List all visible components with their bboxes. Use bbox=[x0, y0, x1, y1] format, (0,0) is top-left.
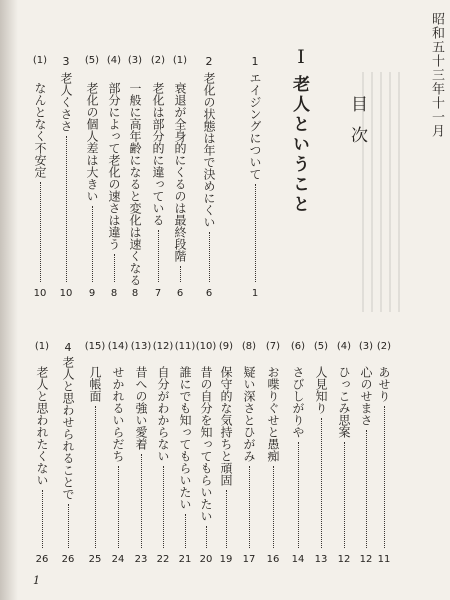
entry-number: (2) bbox=[150, 55, 166, 66]
entry-title: 老人と思われたくない bbox=[35, 366, 49, 486]
leader-dots bbox=[226, 490, 229, 548]
leader-dots bbox=[255, 184, 258, 282]
leader-dots bbox=[141, 454, 144, 548]
entry-title: 一般に高年齢になると変化は速くなる bbox=[128, 82, 142, 286]
leader-dots bbox=[185, 514, 188, 548]
leader-dots bbox=[249, 466, 252, 548]
leader-dots bbox=[384, 406, 387, 548]
leader-dots bbox=[273, 466, 276, 548]
entry-page-number: 26 bbox=[35, 554, 49, 565]
entry-page-number: 23 bbox=[134, 554, 148, 565]
entry-title: あせり bbox=[377, 366, 391, 402]
entry-number: 4 bbox=[64, 341, 72, 354]
entry-title: エイジングについて bbox=[248, 72, 262, 180]
entry-page-number: 10 bbox=[59, 288, 73, 299]
entry-number: (10) bbox=[195, 341, 217, 352]
leader-dots bbox=[344, 442, 347, 548]
entry-number: (3) bbox=[127, 55, 143, 66]
entry-number: (11) bbox=[174, 341, 196, 352]
entry-number: (9) bbox=[218, 341, 234, 352]
leader-dots bbox=[180, 266, 183, 282]
entry-page-number: 7 bbox=[154, 288, 162, 299]
entry-title: 保守的な気持ちと頑固 bbox=[219, 366, 233, 486]
toc-heading: 目次 bbox=[347, 95, 367, 157]
leader-dots bbox=[118, 466, 121, 548]
entry-title: 昔への強い愛着 bbox=[134, 366, 148, 450]
entry-title: さびしがりや bbox=[291, 366, 305, 438]
leader-dots bbox=[209, 232, 212, 282]
leader-dots bbox=[40, 182, 43, 282]
entry-title: 老人くささ bbox=[59, 72, 73, 132]
entry-number: 1 bbox=[251, 55, 259, 68]
entry-page-number: 19 bbox=[219, 554, 233, 565]
entry-title: 部分によって老化の速さは違う bbox=[107, 82, 121, 250]
leader-dots bbox=[68, 504, 71, 548]
leader-dots bbox=[366, 430, 369, 548]
entry-number: (4) bbox=[336, 341, 352, 352]
entry-number: 2 bbox=[205, 55, 213, 68]
entry-page-number: 8 bbox=[110, 288, 118, 299]
entry-page-number: 8 bbox=[131, 288, 139, 299]
entry-page-number: 12 bbox=[359, 554, 373, 565]
leader-dots bbox=[114, 254, 117, 282]
binding-shadow bbox=[0, 0, 18, 600]
entry-page-number: 12 bbox=[337, 554, 351, 565]
entry-number: (5) bbox=[313, 341, 329, 352]
entry-title: 衰退が全身的にくるのは最終段階 bbox=[173, 82, 187, 262]
leader-dots bbox=[206, 526, 209, 548]
entry-page-number: 20 bbox=[199, 554, 213, 565]
entry-title: 心のせまさ bbox=[359, 366, 373, 426]
entry-number: (4) bbox=[106, 55, 122, 66]
entry-title: 几帳面 bbox=[88, 366, 102, 402]
entry-page-number: 14 bbox=[291, 554, 305, 565]
entry-number: (6) bbox=[290, 341, 306, 352]
leader-dots bbox=[298, 442, 301, 548]
entry-page-number: 26 bbox=[61, 554, 75, 565]
entry-number: (14) bbox=[107, 341, 129, 352]
entry-number: (13) bbox=[130, 341, 152, 352]
entry-page-number: 9 bbox=[88, 288, 96, 299]
entry-number: (5) bbox=[84, 55, 100, 66]
leader-dots bbox=[95, 406, 98, 548]
entry-number: (1) bbox=[172, 55, 188, 66]
entry-title: 昔の自分を知ってもらいたい bbox=[199, 366, 213, 522]
leader-dots bbox=[66, 136, 69, 282]
entry-number: (7) bbox=[265, 341, 281, 352]
entry-title: お喋りぐせと愚痴 bbox=[266, 366, 280, 462]
entry-title: 誰にでも知ってもらいたい bbox=[178, 366, 192, 510]
leader-dots bbox=[92, 206, 95, 282]
leader-dots bbox=[158, 230, 161, 282]
entry-number: (15) bbox=[84, 341, 106, 352]
entry-page-number: 22 bbox=[156, 554, 170, 565]
entry-title: 自分がわからない bbox=[156, 366, 170, 462]
entry-title: 人見知り bbox=[314, 366, 328, 414]
entry-number: (2) bbox=[376, 341, 392, 352]
entry-title: 老化の状態は年で決めにくい bbox=[202, 72, 216, 228]
entry-page-number: 25 bbox=[88, 554, 102, 565]
entry-number: (12) bbox=[152, 341, 174, 352]
entry-page-number: 21 bbox=[178, 554, 192, 565]
entry-number: (1) bbox=[34, 341, 50, 352]
publication-date: 昭和五十三年十一月 bbox=[429, 12, 444, 138]
page-folio: 1 bbox=[33, 574, 40, 587]
entry-page-number: 24 bbox=[111, 554, 125, 565]
entry-title: なんとなく不安定 bbox=[33, 82, 47, 178]
entry-title: 老化は部分的に違っている bbox=[151, 82, 165, 226]
entry-title: 老化の個人差は大きい bbox=[85, 82, 99, 202]
leader-dots bbox=[321, 418, 324, 548]
part-title: 老人ということ bbox=[289, 75, 309, 215]
entry-number: 3 bbox=[62, 55, 70, 68]
entry-title: せかれるいらだち bbox=[111, 366, 125, 462]
entry-number: (8) bbox=[241, 341, 257, 352]
entry-page-number: 13 bbox=[314, 554, 328, 565]
entry-page-number: 1 bbox=[251, 288, 259, 299]
entry-page-number: 6 bbox=[176, 288, 184, 299]
entry-page-number: 11 bbox=[377, 554, 391, 565]
entry-title: ひっこみ思案 bbox=[337, 366, 351, 438]
entry-number: (3) bbox=[358, 341, 374, 352]
leader-dots bbox=[163, 466, 166, 548]
entry-page-number: 10 bbox=[33, 288, 47, 299]
entry-title: 疑い深さとひがみ bbox=[242, 366, 256, 462]
part-number: I bbox=[290, 46, 312, 68]
entry-page-number: 6 bbox=[205, 288, 213, 299]
entry-number: (1) bbox=[32, 55, 48, 66]
entry-page-number: 16 bbox=[266, 554, 280, 565]
entry-title: 老人と思わせられることで bbox=[61, 356, 75, 500]
leader-dots bbox=[42, 490, 45, 548]
entry-page-number: 17 bbox=[242, 554, 256, 565]
